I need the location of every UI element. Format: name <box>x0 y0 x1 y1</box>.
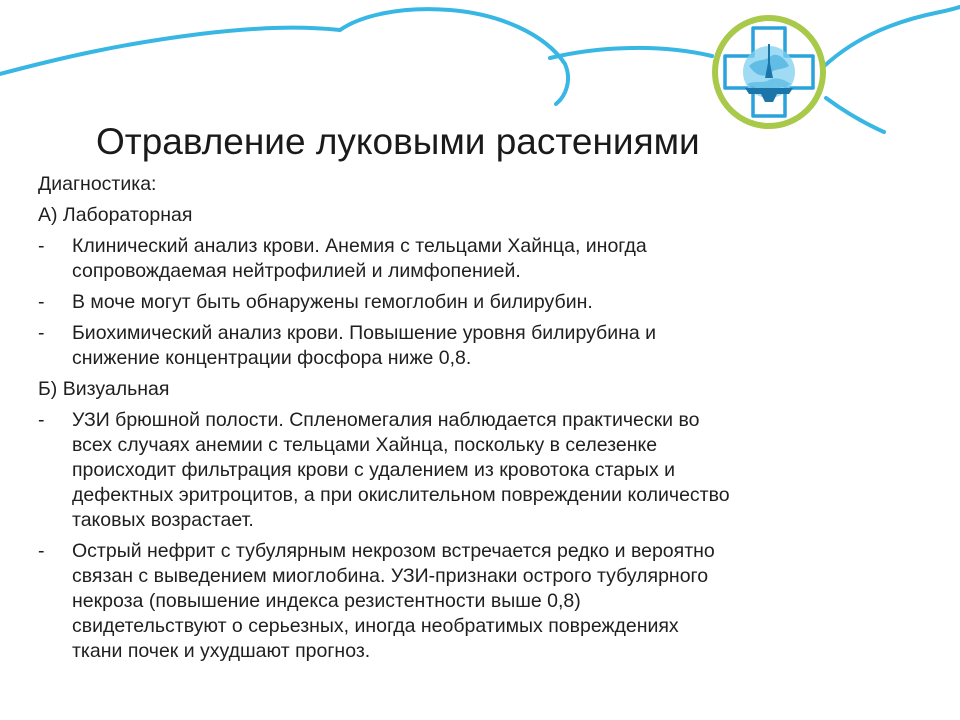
item-text-line: ткани почек и ухудшают прогноз. <box>72 640 371 662</box>
section-label: Б) Визуальная <box>38 378 170 400</box>
bullet-dash: - <box>38 322 45 344</box>
item-text-line: Клинический анализ крови. Анемия с тельцами Хайнца, иногда <box>72 235 647 257</box>
bullet-dash: - <box>38 235 45 257</box>
slide-content <box>38 172 928 664</box>
item-text-line: сопровождаемая нейтрофилией и лимфопенией. <box>72 260 521 282</box>
medical-cross-globe-logo <box>711 14 827 130</box>
item-text-line: дефектных эритроцитов, а при окислительном повреждении количество <box>72 484 730 506</box>
section-label: А) Лабораторная <box>38 204 193 226</box>
list-item <box>38 539 928 664</box>
bullet-dash: - <box>38 291 45 313</box>
diagnostics-heading: Диагностика: <box>38 173 157 195</box>
list-item <box>38 234 928 284</box>
slide-title: Отравление луковыми растениями <box>96 121 700 162</box>
section-visual <box>38 377 928 664</box>
item-text-line: связан с выведением миоглобина. УЗИ-признаки острого тубулярного <box>72 565 709 587</box>
list-item <box>38 290 928 315</box>
list-item <box>38 321 928 371</box>
item-text-line: Острый нефрит с тубулярным некрозом встречается редко и вероятно <box>72 540 715 562</box>
item-text-line: Биохимический анализ крови. Повышение уровня билирубина и <box>72 322 657 344</box>
list-item <box>38 408 928 533</box>
item-text-line: В моче могут быть обнаружены гемоглобин и билирубин. <box>72 291 593 313</box>
bullet-dash: - <box>38 540 45 562</box>
bullet-dash: - <box>38 409 45 431</box>
section-laboratory <box>38 203 928 371</box>
item-text-line: свидетельствуют о серьезных, иногда необратимых повреждениях <box>72 615 679 637</box>
item-text-line: происходит фильтрация крови с удалением из кровотока старых и <box>72 459 676 481</box>
item-text-line: таковых возрастает. <box>72 509 254 531</box>
item-text-line: некроза (повышение индекса резистентности выше 0,8) <box>72 590 581 612</box>
item-text-line: всех случаях анемии с тельцами Хайнца, поскольку в селезенке <box>72 434 658 456</box>
item-text-line: УЗИ брюшной полости. Спленомегалия наблюдается практически во <box>72 409 700 431</box>
item-text-line: снижение концентрации фосфора ниже 0,8. <box>72 347 472 369</box>
